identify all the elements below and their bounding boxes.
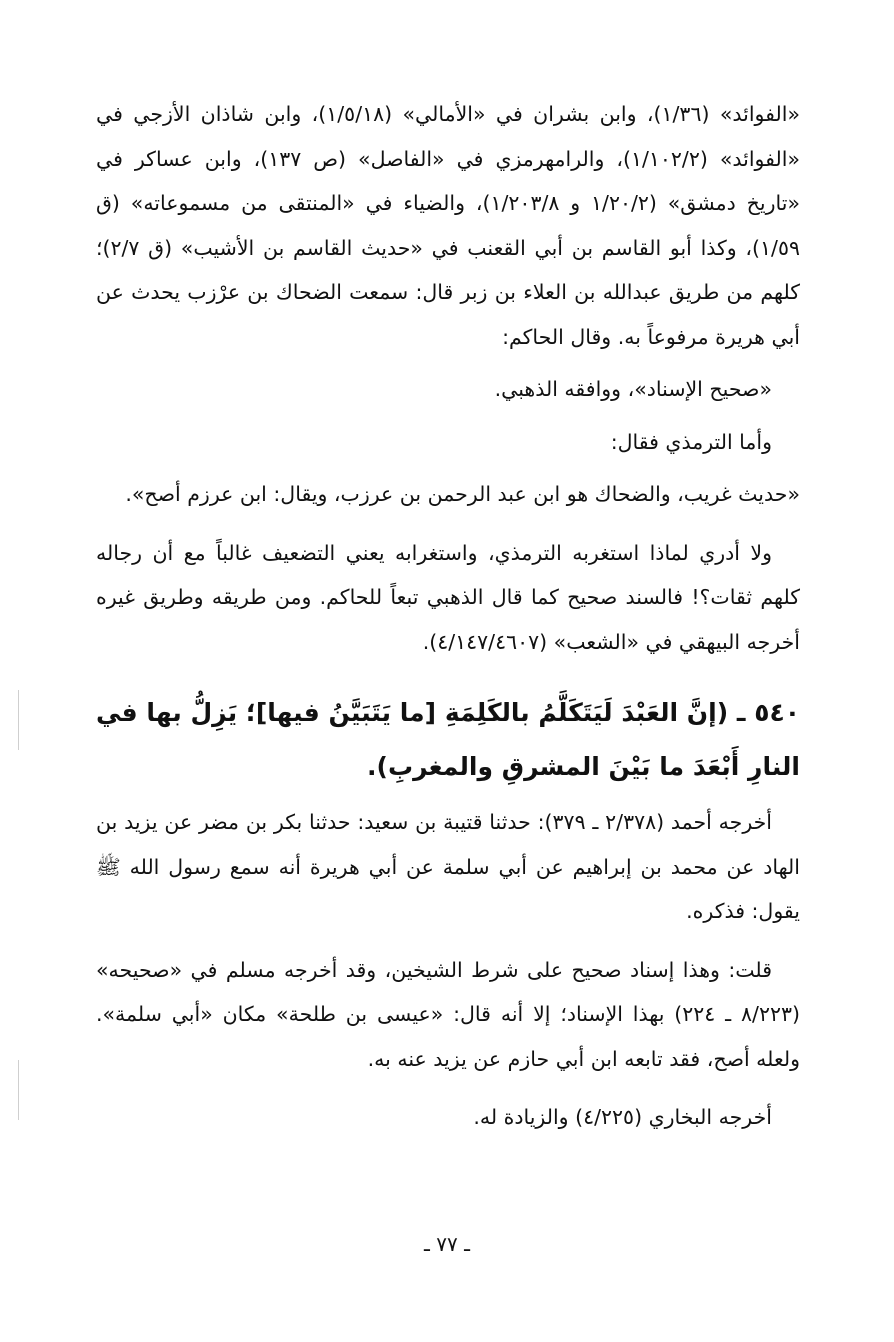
scan-edge-mark: [18, 1060, 19, 1120]
book-page: [96, 92, 800, 1282]
paragraph-tirmidhi-quote: «حديث غريب، والضحاك هو ابن عبد الرحمن بن عرزب، ويقال: ابن عرزم أصح».: [125, 482, 800, 506]
paragraph-hakim-quote: «صحيح الإسناد»، ووافقه الذهبي.: [494, 377, 772, 401]
paragraph-sources-continuation: «الفوائد» (١/٣٦)، وابن بشران في «الأمالي» (١/٥/١٨)، وابن شاذان الأزجي في «الفوائد» (١/١٠٢/٢)، والرامهرمزي في «الفاصل» (ص ١٣٧)، وابن عساكر في «تاريخ دمشق» (١/٢٠/٢ و ١/٢٠٣/٨)، والضياء في «المنتقى من مسموعاته» (ق ١/٥٩)، وكذا أبو القاسم بن أبي القعنب في «حديث القاسم بن الأشيب» (ق ٢/٧)؛ كلهم من طريق عبدالله بن العلاء بن زبر قال: سمعت الضحاك بن عرْزب يحدث عن أبي هريرة مرفوعاً به. وقال الحاكم:: [96, 102, 800, 349]
paragraph-bukhari: أخرجه البخاري (٤/٢٢٥) والزيادة له.: [473, 1105, 772, 1129]
paragraph-commentary: ولا أدري لماذا استغربه الترمذي، واستغرابه يعني التضعيف غالباً مع أن رجاله كلهم ثقات؟! فالسند صحيح كما قال الذهبي تبعاً للحاكم. ومن طريقه وطريق غيره أخرجه البيهقي في «الشعب» (٤/١٤٧/٤٦٠٧).: [96, 540, 800, 654]
paragraph-tirmidhi-intro: وأما الترمذي فقال:: [610, 429, 772, 454]
scan-edge-mark: [18, 690, 19, 750]
paragraph-qultu: قلت: وهذا إسناد صحيح على شرط الشيخين، وقد أخرجه مسلم في «صحيحه» (٨/٢٢٣ ـ ٢٢٤) بهذا الإسناد؛ إلا أنه قال: «عيسى بن طلحة» مكان «أبي سلمة». ولعله أصح، فقد تابعه ابن أبي حازم عن يزيد عنه به.: [96, 957, 800, 1071]
page-number: ـ ٧٧ ـ: [424, 1232, 470, 1256]
hadith-heading: ٥٤٠ ـ (إنَّ العَبْدَ لَيَتَكَلَّمُ بالكَلِمَةِ [ما يَتَبَيَّنُ فيها]؛ يَزِلُّ بها في النارِ أَبْعَدَ ما بَيْنَ المشرقِ والمغربِ).: [96, 698, 800, 781]
paragraph-ahmad-takhrij: أخرجه أحمد (٢/٣٧٨ ـ ٣٧٩): حدثنا قتيبة بن سعيد: حدثنا بكر بن مضر عن يزيد بن الهاد عن محمد بن إبراهيم عن أبي سلمة عن أبي هريرة أنه سمع رسول الله ﷺ يقول: فذكره.: [96, 810, 800, 923]
